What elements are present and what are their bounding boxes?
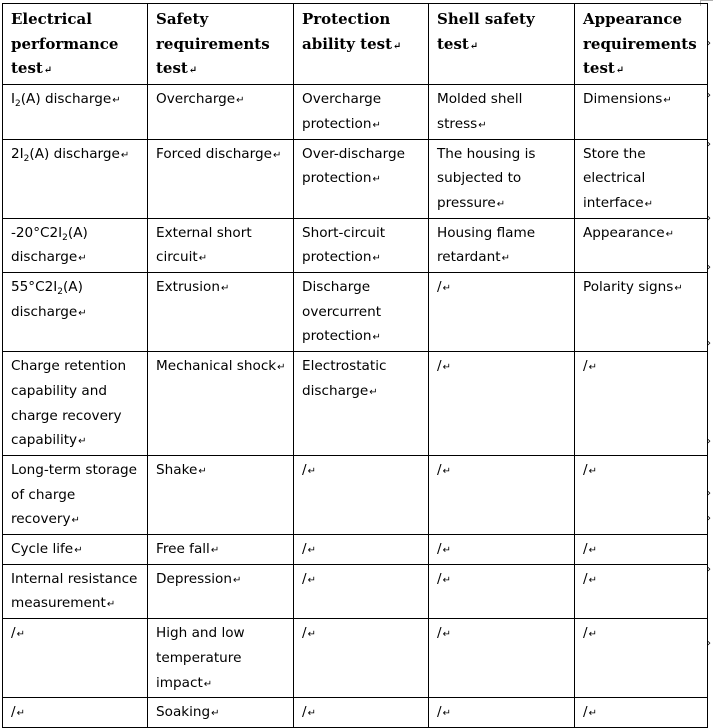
paragraph-mark: ↵ <box>78 307 87 319</box>
table-cell-safety-requirements <box>148 455 294 534</box>
row-end-mark: › <box>707 638 711 649</box>
table-row <box>3 619 708 698</box>
paragraph-mark: ↵ <box>120 149 130 161</box>
paragraph-mark: ↵ <box>112 95 121 107</box>
row-end-mark: › <box>707 38 711 49</box>
table-cell-shell-safety <box>429 698 575 728</box>
table-header <box>3 4 708 85</box>
paragraph-mark: ↵ <box>203 678 213 690</box>
paragraph-mark: ↵ <box>78 253 87 265</box>
header-cell-shell-safety: Shell safety test↵ <box>429 4 575 85</box>
cell-text: High and low temperature impact <box>156 625 245 691</box>
paragraph-mark: ↵ <box>198 253 208 265</box>
table-cell-protection-ability <box>294 564 429 618</box>
paragraph-mark: ↵ <box>78 436 87 448</box>
header-cell-safety-requirements: Safety requirements test↵ <box>148 4 294 85</box>
cell-text: Housing flame retardant <box>437 224 536 266</box>
paragraph-mark: ↵ <box>106 599 116 611</box>
header-cell-protection-ability: Protection ability test↵ <box>294 4 429 85</box>
cell-text: / <box>302 541 307 558</box>
row-end-mark: › <box>707 262 711 273</box>
cell-text: / <box>437 570 442 587</box>
header-cell-electrical-performance: Electrical performance test↵ <box>3 4 148 85</box>
cell-text: The housing is subjected to pressure <box>437 145 536 211</box>
paragraph-mark: ↵ <box>71 515 80 527</box>
paragraph-mark: ↵ <box>665 228 675 240</box>
cell-text: Discharge overcurrent protection <box>302 279 382 345</box>
table-cell-electrical-performance <box>3 85 148 139</box>
cell-text: Electrostatic discharge <box>302 358 387 399</box>
cell-text: Long-term storage of charge recovery <box>11 461 138 528</box>
table-cell-protection-ability <box>294 85 429 139</box>
paragraph-mark: ↵ <box>272 149 282 161</box>
cell-text: / <box>11 704 16 721</box>
table-cell-protection-ability <box>294 273 429 352</box>
table-cell-appearance-requirements <box>575 535 708 565</box>
paragraph-mark: ↵ <box>588 574 597 586</box>
table-cell-appearance-requirements <box>575 85 708 139</box>
table-body <box>3 85 708 728</box>
table-cell-shell-safety <box>429 85 575 139</box>
paragraph-mark: ↵ <box>16 629 25 641</box>
paragraph-mark: ↵ <box>307 708 316 720</box>
table-row <box>3 352 708 456</box>
cell-text: / <box>302 704 307 721</box>
row-end-mark: › <box>707 436 711 447</box>
cell-text: / <box>437 704 442 721</box>
paragraph-mark: ↵ <box>663 95 672 107</box>
paragraph-mark: ↵ <box>478 119 487 131</box>
table-cell-shell-safety <box>429 535 575 565</box>
cell-text: / <box>583 625 588 642</box>
paragraph-mark: ↵ <box>442 465 451 477</box>
header-cell-appearance-requirements: Appearance requirements test↵ <box>575 4 708 85</box>
cell-text: Polarity signs <box>583 279 674 296</box>
table-row <box>3 85 708 139</box>
table-cell-protection-ability <box>294 218 429 272</box>
table-cell-protection-ability <box>294 352 429 456</box>
paragraph-mark: ↵ <box>588 465 597 477</box>
table-cell-safety-requirements <box>148 85 294 139</box>
table-cell-electrical-performance <box>3 564 148 618</box>
cell-text: Dimensions <box>583 91 663 108</box>
paragraph-mark: ↵ <box>501 253 510 265</box>
table-cell-safety-requirements <box>148 139 294 218</box>
cell-text: Shake <box>156 461 198 478</box>
cell-text: Over-discharge protection <box>302 145 405 187</box>
cell-text: Cycle life <box>11 541 74 558</box>
cell-text: / <box>11 625 16 642</box>
cell-text: / <box>583 461 588 478</box>
paragraph-mark: ↵ <box>74 545 83 557</box>
table-cell-protection-ability <box>294 535 429 565</box>
table-cell-shell-safety <box>429 352 575 456</box>
row-end-mark: › <box>707 213 711 224</box>
paragraph-mark: ↵ <box>442 629 451 641</box>
header-row <box>3 4 708 85</box>
paragraph-mark: ↵ <box>588 545 597 557</box>
cell-text: Extrusion <box>156 279 220 296</box>
paragraph-mark: ↵ <box>16 708 25 720</box>
paragraph-mark: ↵ <box>442 545 451 557</box>
table-cell-appearance-requirements <box>575 455 708 534</box>
table-cell-electrical-performance <box>3 352 148 456</box>
cell-text: / <box>583 704 588 721</box>
cell-text: / <box>583 570 588 587</box>
table-row <box>3 139 708 218</box>
cell-text: Short-circuit protection <box>302 224 386 266</box>
table-row <box>3 535 708 565</box>
table-cell-appearance-requirements <box>575 564 708 618</box>
cell-text: Molded shell stress <box>437 91 523 132</box>
cell-text: / <box>437 625 442 642</box>
cell-text: / <box>437 279 442 296</box>
cell-text: Free fall <box>156 541 210 558</box>
table-row <box>3 218 708 272</box>
paragraph-mark: ↵ <box>393 40 402 52</box>
test-items-table <box>2 3 708 728</box>
cell-text: $55^\circ C2I_2(A)$ discharge <box>11 279 83 320</box>
cell-text: Forced discharge <box>156 145 272 162</box>
cell-text: Depression <box>156 570 232 587</box>
row-end-mark: › <box>707 513 711 524</box>
paragraph-mark: ↵ <box>674 283 683 295</box>
paragraph-mark: ↵ <box>210 545 220 557</box>
cell-text: $I_2(A)$ discharge <box>11 91 112 110</box>
cell-text: Soaking <box>156 704 211 721</box>
paragraph-mark: ↵ <box>442 362 451 374</box>
table-cell-electrical-performance <box>3 139 148 218</box>
table-cell-shell-safety <box>429 139 575 218</box>
paragraph-mark: ↵ <box>307 545 316 557</box>
paragraph-mark: ↵ <box>615 65 625 77</box>
table-cell-electrical-performance <box>3 698 148 728</box>
table-cell-protection-ability <box>294 698 429 728</box>
row-end-mark: › <box>707 488 711 499</box>
table-cell-electrical-performance <box>3 218 148 272</box>
paragraph-mark: ↵ <box>496 198 506 210</box>
table-cell-electrical-performance <box>3 535 148 565</box>
table-row <box>3 273 708 352</box>
table-cell-appearance-requirements <box>575 352 708 456</box>
cell-text: / <box>437 358 442 375</box>
table-cell-shell-safety <box>429 619 575 698</box>
paragraph-mark: ↵ <box>372 174 381 186</box>
cell-text: Store the electrical interface <box>583 145 646 211</box>
cell-text: Overcharge protection <box>302 91 382 132</box>
table-cell-safety-requirements <box>148 564 294 618</box>
paragraph-mark: ↵ <box>188 65 198 77</box>
cell-text: / <box>437 541 442 558</box>
paragraph-mark: ↵ <box>211 708 220 720</box>
table-row <box>3 455 708 534</box>
cell-text: External short circuit <box>156 224 252 266</box>
table-cell-shell-safety <box>429 455 575 534</box>
paragraph-mark: ↵ <box>198 465 207 477</box>
table-cell-electrical-performance <box>3 455 148 534</box>
table-cell-protection-ability <box>294 455 429 534</box>
paragraph-mark: ↵ <box>236 95 245 107</box>
cell-text: Charge retention capability and charge recovery capability <box>11 358 127 449</box>
paragraph-mark: ↵ <box>369 386 378 398</box>
table-cell-safety-requirements <box>148 698 294 728</box>
row-end-mark: › <box>707 139 711 150</box>
table-cell-appearance-requirements <box>575 273 708 352</box>
cell-text: / <box>302 625 307 642</box>
cell-text: / <box>583 541 588 558</box>
paragraph-mark: ↵ <box>644 198 654 210</box>
table-cell-electrical-performance <box>3 273 148 352</box>
table-row <box>3 564 708 618</box>
table-cell-appearance-requirements <box>575 698 708 728</box>
table-cell-shell-safety <box>429 218 575 272</box>
table-row <box>3 698 708 728</box>
paragraph-mark: ↵ <box>588 708 597 720</box>
row-end-mark: › <box>707 564 711 575</box>
table-cell-safety-requirements <box>148 352 294 456</box>
paragraph-mark: ↵ <box>307 574 316 586</box>
table-cell-shell-safety <box>429 564 575 618</box>
cell-text: $2I_2(A)$ discharge <box>11 145 120 164</box>
table-cell-protection-ability <box>294 619 429 698</box>
paragraph-mark: ↵ <box>372 253 381 265</box>
paragraph-mark: ↵ <box>442 708 451 720</box>
table-cell-appearance-requirements <box>575 218 708 272</box>
table-cell-appearance-requirements <box>575 139 708 218</box>
paragraph-mark: ↵ <box>233 574 242 586</box>
paragraph-mark: ↵ <box>372 119 381 131</box>
cell-text: Appearance <box>583 224 665 241</box>
paragraph-mark: ↵ <box>372 332 381 344</box>
paragraph-mark: ↵ <box>469 40 479 52</box>
table-cell-appearance-requirements <box>575 619 708 698</box>
paragraph-mark: ↵ <box>442 283 451 295</box>
paragraph-mark: ↵ <box>442 574 451 586</box>
table-cell-shell-safety <box>429 273 575 352</box>
paragraph-mark: ↵ <box>588 629 597 641</box>
cell-text: Overcharge <box>156 91 236 108</box>
cell-text: Mechanical shock <box>156 358 277 375</box>
table-cell-safety-requirements <box>148 535 294 565</box>
paragraph-mark: ↵ <box>307 629 316 641</box>
paragraph-mark: ↵ <box>277 362 286 374</box>
table-cell-safety-requirements <box>148 273 294 352</box>
paragraph-mark: ↵ <box>307 465 316 477</box>
table-cell-electrical-performance <box>3 619 148 698</box>
paragraph-mark: ↵ <box>588 362 597 374</box>
paragraph-mark: ↵ <box>220 283 230 295</box>
table-cell-safety-requirements <box>148 619 294 698</box>
cell-text: / <box>437 461 442 478</box>
row-end-mark: › <box>707 90 711 101</box>
cell-text: $-20^\circ C2I_2(A)$ discharge <box>11 224 88 266</box>
paragraph-mark: ↵ <box>43 65 53 77</box>
cell-text: Internal resistance measurement <box>11 570 138 612</box>
cell-text: / <box>583 358 588 375</box>
cell-text: / <box>302 570 307 587</box>
row-end-mark: › <box>707 338 711 349</box>
table-cell-safety-requirements <box>148 218 294 272</box>
cell-text: / <box>302 461 307 478</box>
table-cell-protection-ability <box>294 139 429 218</box>
